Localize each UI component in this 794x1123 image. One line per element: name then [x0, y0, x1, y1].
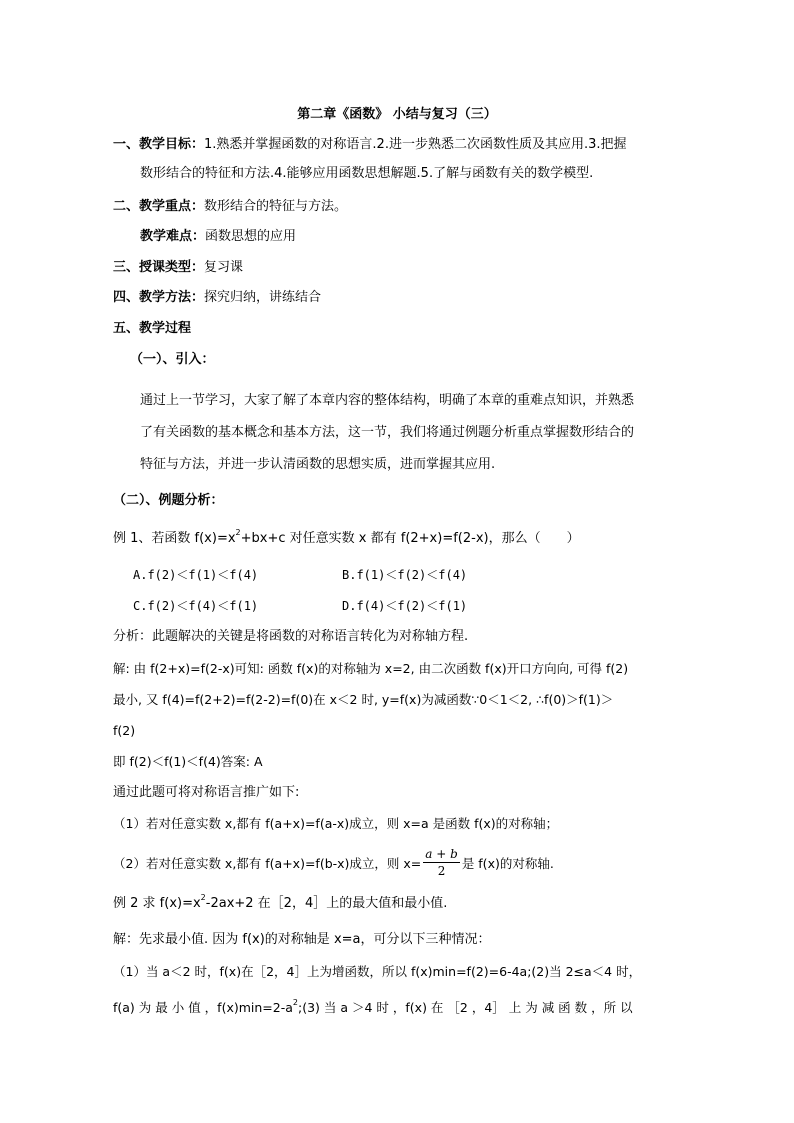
key-points-label: 二、教学重点：: [113, 199, 205, 214]
ex1-answer: 即 f(2)＜f(1)＜f(4)答案: A: [113, 754, 263, 769]
ex1-solution-line-3: f(2): [113, 723, 136, 738]
ex2-question-a: 例 2 求 f(x)=x: [113, 896, 201, 911]
ex1-option-b: B.f(1)＜f(2)＜f(4): [342, 568, 468, 582]
ex2-sol3-sup: 2: [292, 998, 298, 1007]
ex1-analysis: 分析：此题解决的关键是将函数的对称语言转化为对称轴方程.: [113, 629, 469, 644]
ex2-solution-line-2: （1）当 a＜2 时，f(x)在［2，4］上为增函数，所以 f(x)min=f(2)=6-4a;(2)当 2≤a＜4 时，: [113, 964, 642, 979]
ex2-solution-line-3: [113, 999, 633, 1017]
symmetry-rule-1: （1）若对任意实数 x,都有 f(a+x)=f(a-x)成立，则 x=a 是函数 f(x)的对称轴；: [113, 816, 559, 831]
ex2-question-sup: 2: [200, 893, 206, 902]
intro-line-1: 通过上一节学习，大家了解了本章内容的整体结构，明确了本章的重难点知识，并熟悉: [140, 393, 635, 408]
ex2-question: [113, 895, 447, 913]
fraction-numerator: a + b: [425, 847, 458, 861]
ex2-question-b: -2ax+2 在［2，4］上的最大值和最小值.: [205, 896, 448, 911]
lesson-type-label: 三、授课类型：: [113, 260, 205, 275]
symmetry-rule-2: [113, 848, 554, 881]
examples-heading: （二）、例题分析：: [113, 493, 224, 508]
ex2-sol3-a: f(a) 为 最 小 值 ，f(x)min=2-a: [113, 1000, 293, 1015]
key-points-text: 数形结合的特征与方法。: [204, 199, 348, 214]
process-heading: 五、教学过程: [113, 321, 192, 336]
goals-line-2: 数形结合的特征和方法.4.能够应用函数思想解题.5.了解与函数有关的数学模型.: [140, 166, 594, 181]
goals-label: 一、教学目标：: [113, 137, 205, 152]
difficulty: [140, 228, 296, 246]
ex1-option-a: A.f(2)＜f(1)＜f(4): [133, 568, 259, 582]
page-title: 第二章《函数》 小结与复习（三）: [297, 107, 497, 122]
difficulty-label: 教学难点：: [140, 229, 206, 244]
axis-fraction: [423, 846, 460, 879]
ex1-question: [113, 530, 580, 548]
ex1-question-b: +bx+c 对任意实数 x 都有 f(2+x)=f(2-x)，那么（ ）: [240, 531, 580, 546]
goals-text-1: 1.熟悉并掌握函数的对称语言.2.进一步熟悉二次函数性质及其应用.3.把握: [204, 137, 627, 152]
goals-line-1: [113, 136, 627, 154]
ex1-solution-line-1: 解: 由 f(2+x)=f(2-x)可知: 函数 f(x)的对称轴为 x=2, 由二次函数 f(x)开口方向向, 可得 f(2): [113, 661, 629, 676]
ex1-solution-line-2: 最小, 又 f(4)=f(2+2)=f(2-2)=f(0)在 x＜2 时, y=f(x)为减函数∵0＜1＜2, ∴f(0)＞f(1)＞: [113, 692, 614, 707]
ex1-option-d: D.f(4)＜f(2)＜f(1): [342, 599, 468, 613]
method-label: 四、教学方法：: [113, 290, 205, 305]
rule2-text-b: 是 f(x)的对称轴.: [461, 856, 554, 871]
fraction-denominator: 2: [437, 864, 446, 878]
intro-line-3: 特征与方法，并进一步认清函数的思想实质，进而掌握其应用.: [140, 457, 496, 472]
key-points: [113, 198, 347, 216]
ex1-question-a: 例 1、若函数 f(x)=x: [113, 531, 236, 546]
lesson-type: [113, 259, 243, 277]
ex2-solution-line-1: 解：先求最小值. 因为 f(x)的对称轴是 x=a，可分以下三种情况：: [113, 932, 491, 947]
ex2-sol3-b: ;(3) 当 a ＞4 时 ，f(x) 在 ［2 ，4］ 上 为 减 函 数 ，所 以: [298, 1000, 633, 1015]
ex1-generalization: 通过此题可将对称语言推广如下:: [113, 785, 300, 800]
lesson-type-text: 复习课: [204, 260, 244, 275]
intro-heading: （一）、引入：: [130, 352, 215, 367]
intro-line-2: 了有关函数的基本概念和基本方法，这一节，我们将通过例题分析重点掌握数形结合的: [140, 425, 635, 440]
rule2-text-a: （2）若对任意实数 x,都有 f(a+x)=f(b-x)成立，则 x=: [113, 856, 422, 871]
teaching-method: [113, 289, 321, 307]
method-text: 探究归纳，讲练结合: [204, 290, 322, 305]
difficulty-text: 函数思想的应用: [205, 229, 297, 244]
ex1-question-sup: 2: [235, 528, 241, 537]
ex1-option-c: C.f(2)＜f(4)＜f(1): [133, 599, 259, 613]
